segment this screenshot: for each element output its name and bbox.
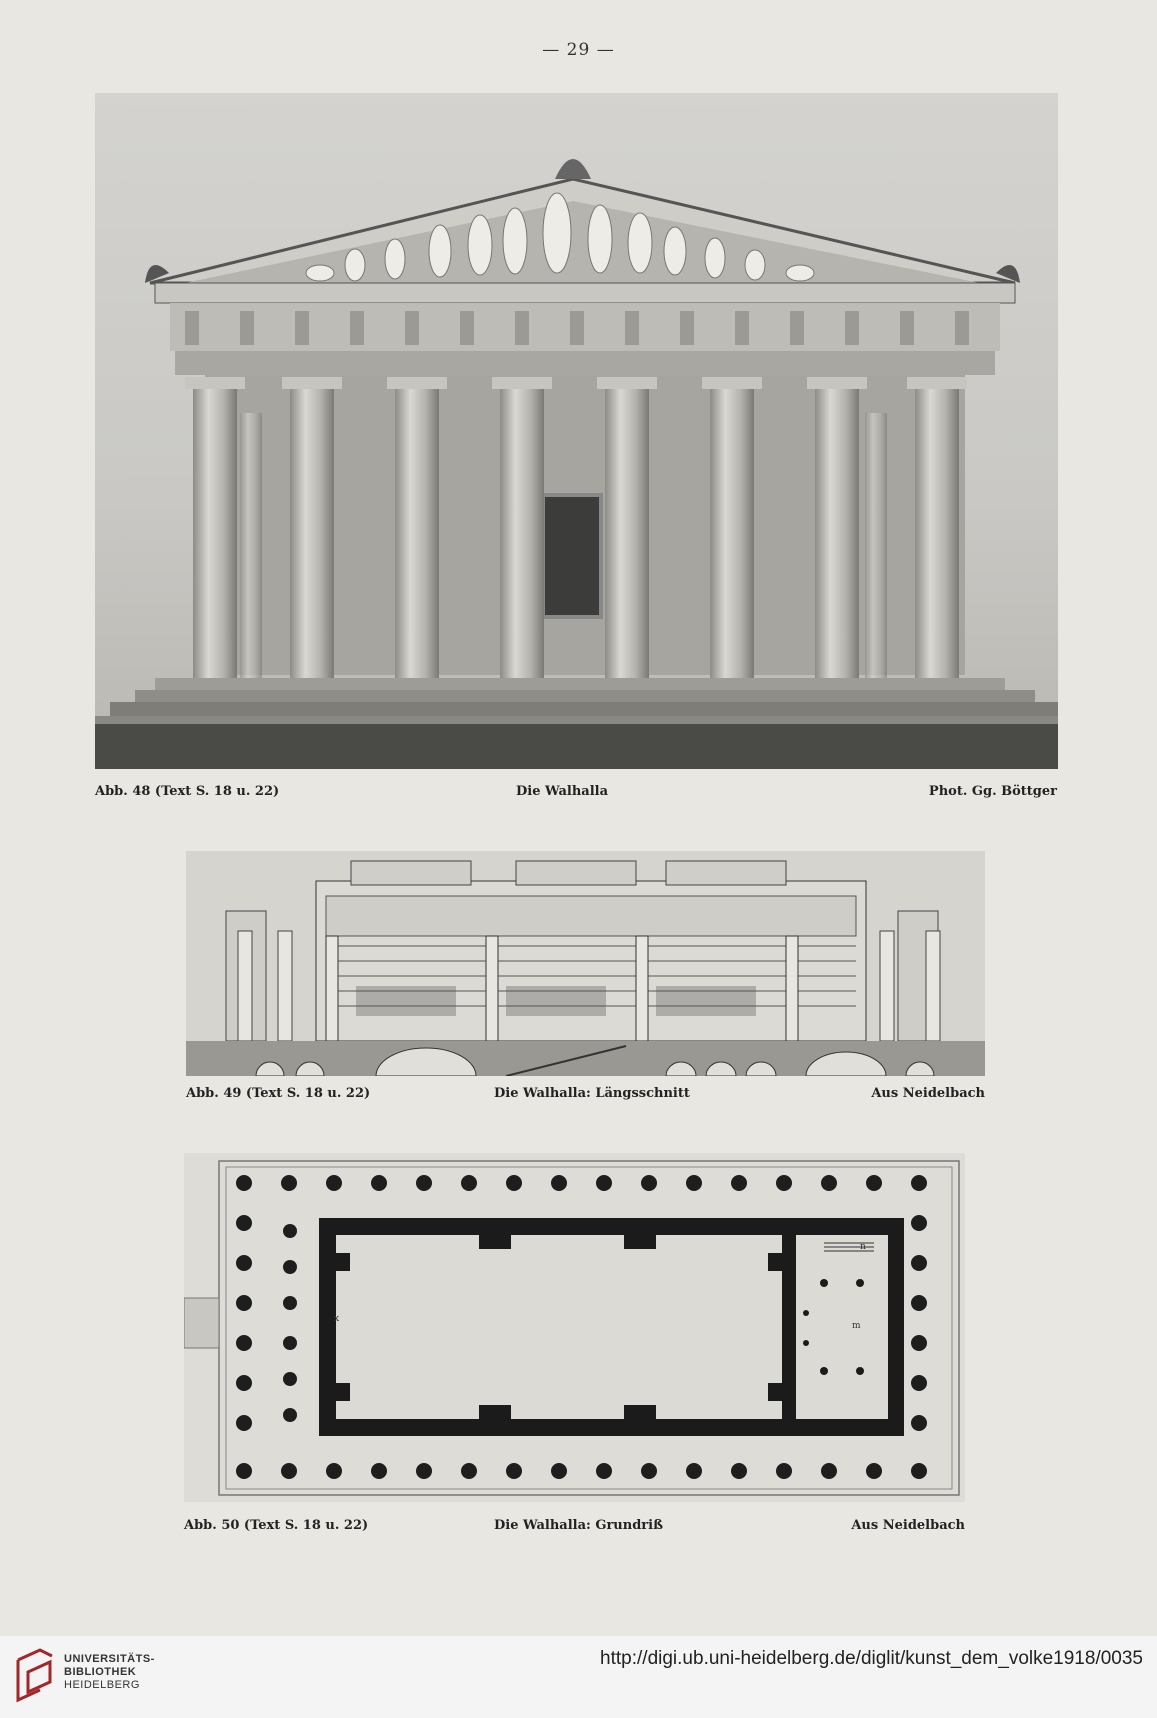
library-name-line-1: UNIVERSITÄTS-	[64, 1653, 155, 1665]
library-footer	[0, 1636, 1157, 1718]
plan-label-m: m	[852, 1321, 861, 1331]
walhalla-photo	[95, 93, 1058, 769]
library-name	[64, 1653, 155, 1692]
figure-50-caption-left: Abb. 50 (Text S. 18 u. 22)	[184, 1518, 369, 1533]
figure-50-caption-center: Die Walhalla: Grundriß	[494, 1518, 663, 1533]
figure-49-caption-center: Die Walhalla: Längsschnitt	[494, 1086, 690, 1101]
figure-48-caption-center: Die Walhalla	[516, 784, 609, 799]
library-name-line-3: HEIDELBERG	[64, 1679, 140, 1691]
university-library-logo-icon	[14, 1646, 56, 1706]
figure-48-caption-left: Abb. 48 (Text S. 18 u. 22)	[95, 784, 280, 799]
plan-label-x: x	[334, 1314, 340, 1324]
plan-label-n: n	[860, 1242, 866, 1252]
figure-49-caption-left: Abb. 49 (Text S. 18 u. 22)	[186, 1086, 371, 1101]
longitudinal-section-drawing	[186, 851, 985, 1076]
figure-48-caption-right: Phot. Gg. Böttger	[928, 784, 1057, 799]
permalink-url[interactable]: http://digi.ub.uni-heidelberg.de/diglit/kunst_dem_volke1918/0035	[600, 1648, 1143, 1669]
library-name-line-2: BIBLIOTHEK	[64, 1666, 137, 1678]
ground-plan-drawing	[184, 1153, 965, 1502]
page-number: — 29 —	[542, 40, 615, 60]
figure-50-caption-right: Aus Neidelbach	[851, 1518, 965, 1533]
figure-49-caption-right: Aus Neidelbach	[871, 1086, 985, 1101]
